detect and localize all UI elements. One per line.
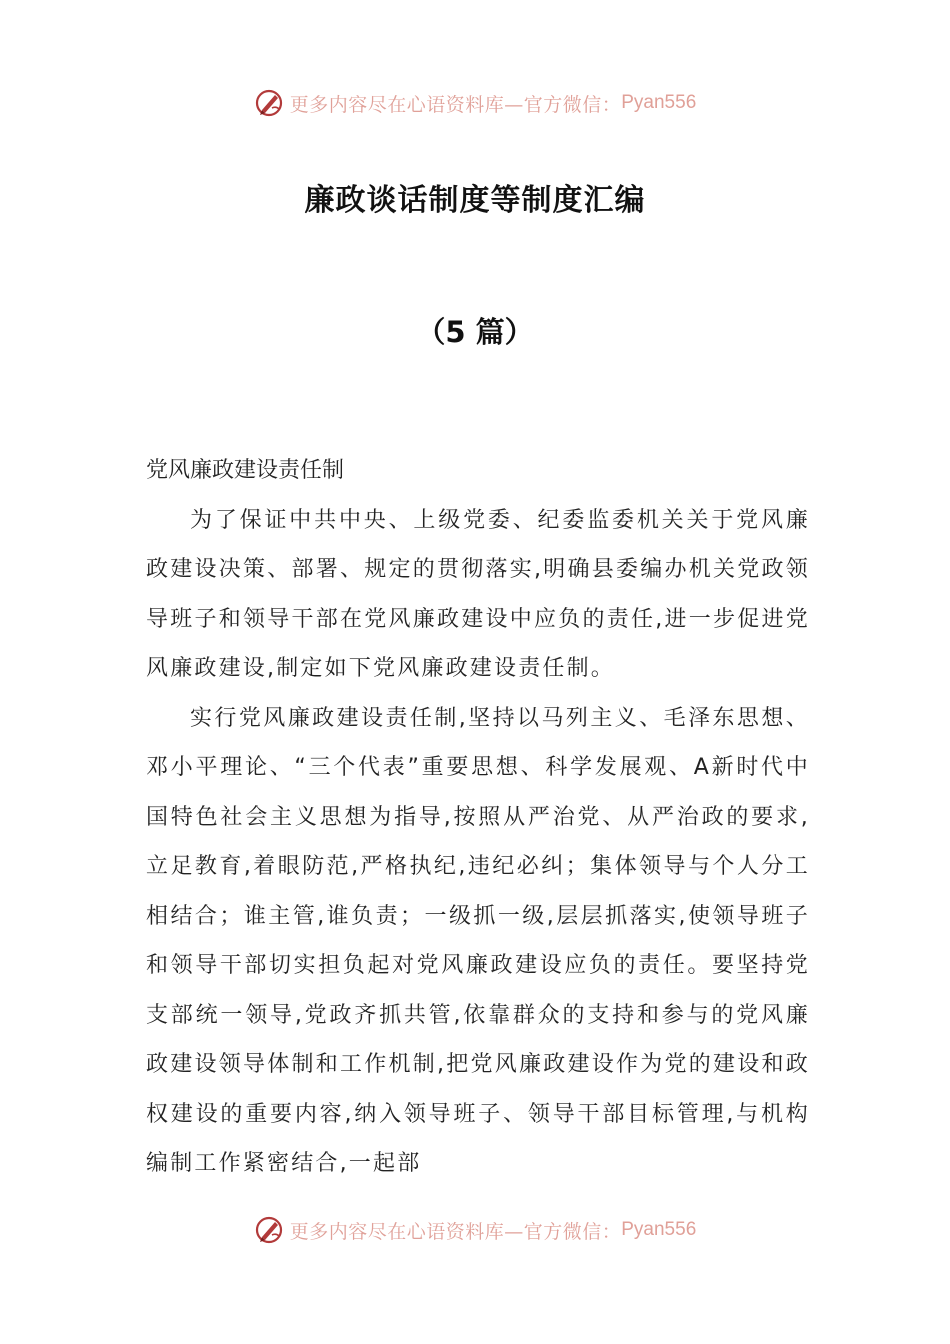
footer-watermark: [0, 1210, 950, 1250]
pen-circle-icon: [254, 88, 284, 118]
document-subtitle: （5 篇）: [416, 315, 534, 349]
wechat-id: Pyan556: [621, 1219, 697, 1240]
header-watermark: [0, 83, 950, 123]
wechat-id: Pyan556: [621, 92, 697, 113]
document-title: 廉政谈话制度等制度汇编: [304, 183, 646, 218]
document-body: [146, 446, 810, 1189]
watermark-text: 更多内容尽在心语资料库—官方微信：: [289, 93, 622, 116]
section-heading: 党风廉政建设责任制: [146, 458, 345, 483]
pen-circle-icon: [254, 1215, 284, 1245]
paragraph: 为了保证中共中央、上级党委、纪委监委机关关于党风廉政建设决策、部署、规定的贯彻落实,明确县委编办机关党政领导班子和领导干部在党风廉政建设中应负的责任,进一步促进党风廉政建设,制定如下党风廉政建设责任制。: [146, 507, 810, 681]
watermark-text: 更多内容尽在心语资料库—官方微信：: [289, 1220, 622, 1243]
paragraph: 实行党风廉政建设责任制,坚持以马列主义、毛泽东思想、邓小平理论、“三个代表”重要思想、科学发展观、A新时代中国特色社会主义思想为指导,按照从严治党、从严治政的要求,立足教育,着眼防范,严格执纪,违纪必纠；集体领导与个人分工相结合；谁主管,谁负责；一级抓一级,层层抓落实,使领导班子和领导干部切实担负起对党风廉政建设应负的责任。要坚持党支部统一领导,党政齐抓共管,依靠群众的支持和参与的党风廉政建设领导体制和工作机制,把党风廉政建设作为党的建设和政权建设的重要内容,纳入领导班子、领导干部目标管理,与机构编制工作紧密结合,一起部: [146, 705, 810, 1176]
